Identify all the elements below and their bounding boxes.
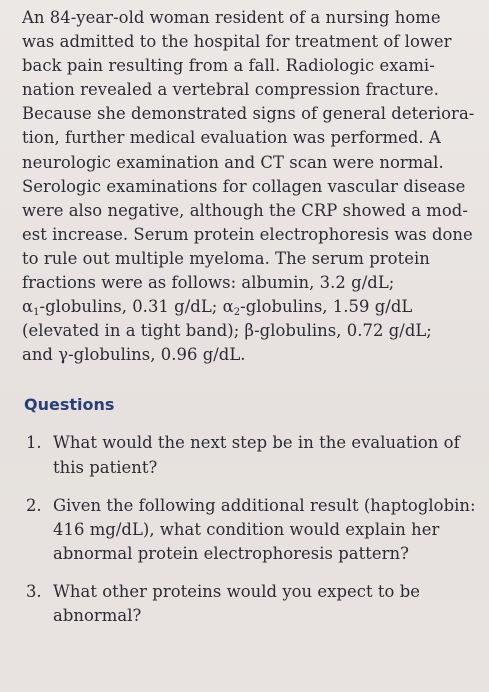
case-line: to rule out multiple myeloma. The serum protein bbox=[22, 248, 430, 268]
case-line: Serologic examinations for collagen vascular disease bbox=[22, 176, 466, 196]
alpha2-subscript: 2 bbox=[233, 307, 241, 319]
question-text bbox=[53, 431, 460, 479]
case-line: An 84-year-old woman resident of a nursing home bbox=[22, 8, 441, 27]
alpha1-value: -globulins, 0.31 g/dL; bbox=[39, 297, 223, 317]
question-number: 2. bbox=[26, 495, 42, 515]
question-item bbox=[22, 494, 475, 566]
question-line: 416 mg/dL), what condition would explain her bbox=[53, 519, 440, 539]
alpha2-symbol: α bbox=[222, 297, 234, 317]
case-line: Because she demonstrated signs of general deteriora- bbox=[22, 104, 475, 124]
question-number: 3. bbox=[26, 581, 42, 601]
case-line: (elevated in a tight band); β-globulins, 0.72 g/dL; bbox=[22, 321, 432, 341]
case-line: fractions were as follows: albumin, 3.2 g/dL; bbox=[22, 273, 395, 293]
questions-heading: Questions bbox=[24, 395, 115, 415]
alpha1-subscript: 1 bbox=[33, 307, 40, 319]
case-line: nation revealed a vertebral compression fracture. bbox=[22, 80, 439, 100]
question-item bbox=[22, 431, 475, 479]
alpha2-value: -globulins, 1.59 g/dL bbox=[240, 297, 413, 317]
question-line: abnormal protein electrophoresis pattern? bbox=[53, 543, 409, 563]
question-line: What would the next step be in the evaluation of bbox=[53, 433, 460, 453]
questions-list bbox=[22, 431, 475, 628]
alpha1-symbol: α bbox=[22, 297, 34, 317]
question-text bbox=[53, 494, 476, 566]
question-line: this patient? bbox=[53, 457, 158, 477]
case-line: est increase. Serum protein electrophoresis was done bbox=[22, 224, 473, 244]
case-line: were also negative, although the CRP showed a mod- bbox=[22, 200, 468, 220]
case-line: was admitted to the hospital for treatment of lower bbox=[22, 32, 452, 52]
question-item bbox=[22, 580, 475, 628]
case-line: back pain resulting from a fall. Radiologic exami- bbox=[22, 56, 435, 76]
case-line: neurologic examination and CT scan were normal. bbox=[22, 152, 444, 172]
question-number: 1. bbox=[26, 433, 42, 453]
case-paragraph bbox=[22, 6, 475, 367]
case-line-globulins bbox=[22, 295, 475, 319]
question-line: Given the following additional result (haptoglobin: bbox=[53, 495, 476, 515]
question-line: abnormal? bbox=[53, 605, 142, 625]
case-line: and γ-globulins, 0.96 g/dL. bbox=[22, 345, 246, 365]
question-line: What other proteins would you expect to be bbox=[53, 581, 420, 601]
case-line: tion, further medical evaluation was performed. A bbox=[22, 128, 441, 148]
question-text bbox=[53, 580, 420, 628]
